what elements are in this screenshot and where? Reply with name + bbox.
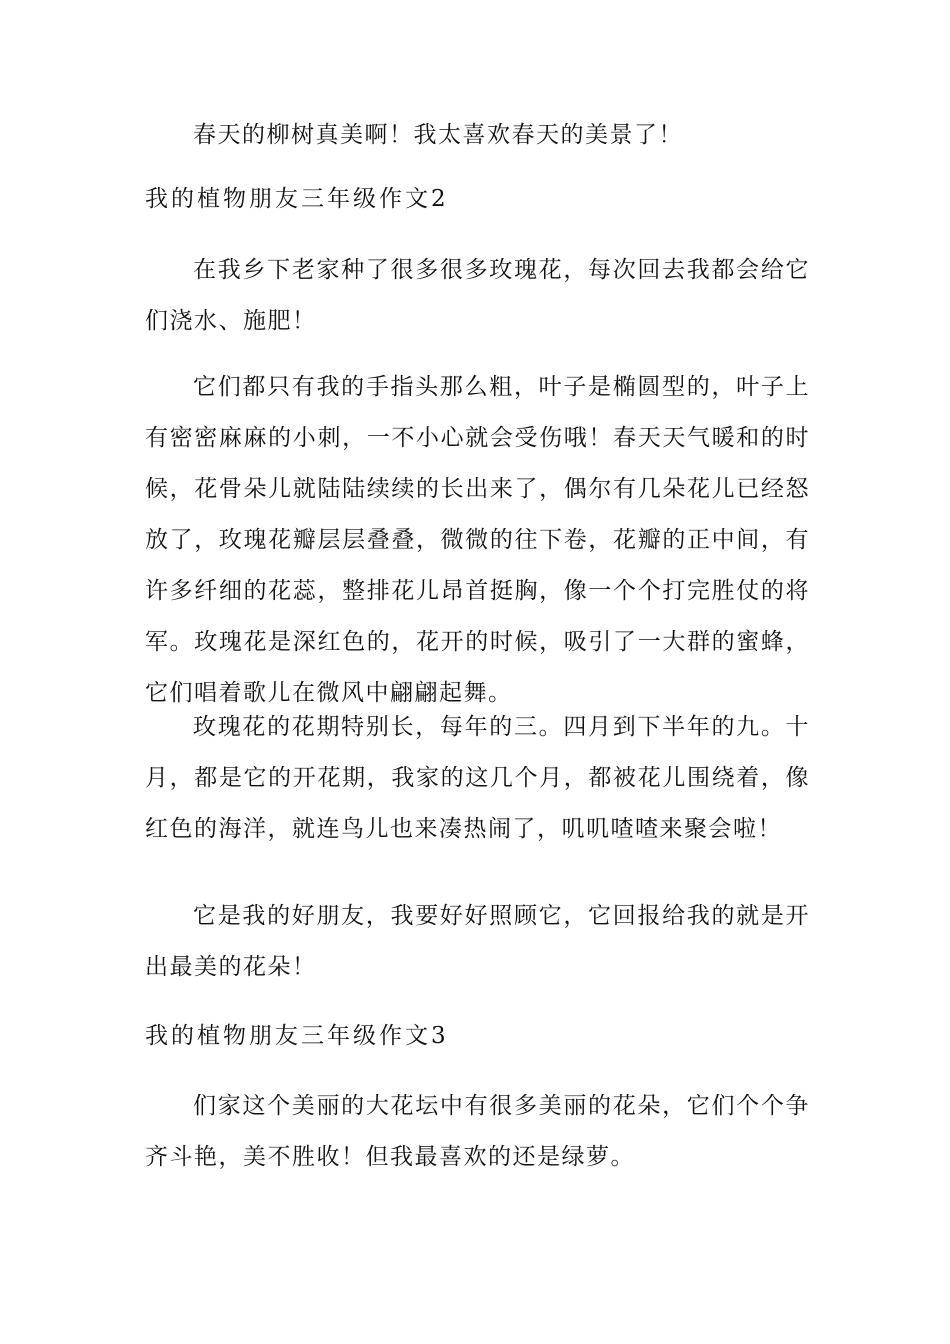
- paragraph-spring-willow: 春天的柳树真美啊！我太喜欢春天的美景了！: [193, 122, 683, 148]
- paragraph-rose-intro: 在我乡下老家种了很多很多玫瑰花，每次回去我都会给它们浇水、施肥！: [145, 257, 810, 334]
- paragraph-rose-friend: 它是我的好朋友，我要好好照顾它，它回报给我的就是开出最美的花朵！: [145, 903, 810, 980]
- paragraph-rose-description: 它们都只有我的手指头那么粗，叶子是椭圆型的，叶子上有密密麻麻的小刺，一不小心就会受伤哦！春天天气暖和的时候，花骨朵儿就陆陆续续的长出来了，偶尔有几朵花儿已经怒放了，玫瑰花瓣层层叠叠，微微的往下卷，花瓣的正中间，有许多纤细的花蕊，整排花儿昂首挺胸，像一个个打完胜仗的将军。玫瑰花是深红色的，花开的时候，吸引了一大群的蜜蜂，它们唱着歌儿在微风中翩翩起舞。: [145, 374, 810, 706]
- section-heading-3: 我的植物朋友三年级作文3: [145, 1023, 449, 1049]
- paragraph-rose-season: 玫瑰花的花期特别长，每年的三。四月到下半年的九。十月，都是它的开花期，我家的这几个月，都被花儿围绕着，像红色的海洋，就连鸟儿也来凑热闹了，叽叽喳喳来聚会啦！: [145, 714, 810, 842]
- section-heading-2: 我的植物朋友三年级作文2: [145, 186, 449, 212]
- paragraph-pothos: 们家这个美丽的大花坛中有很多美丽的花朵，它们个个争齐斗艳，美不胜收！但我最喜欢的还是绿萝。: [145, 1093, 810, 1170]
